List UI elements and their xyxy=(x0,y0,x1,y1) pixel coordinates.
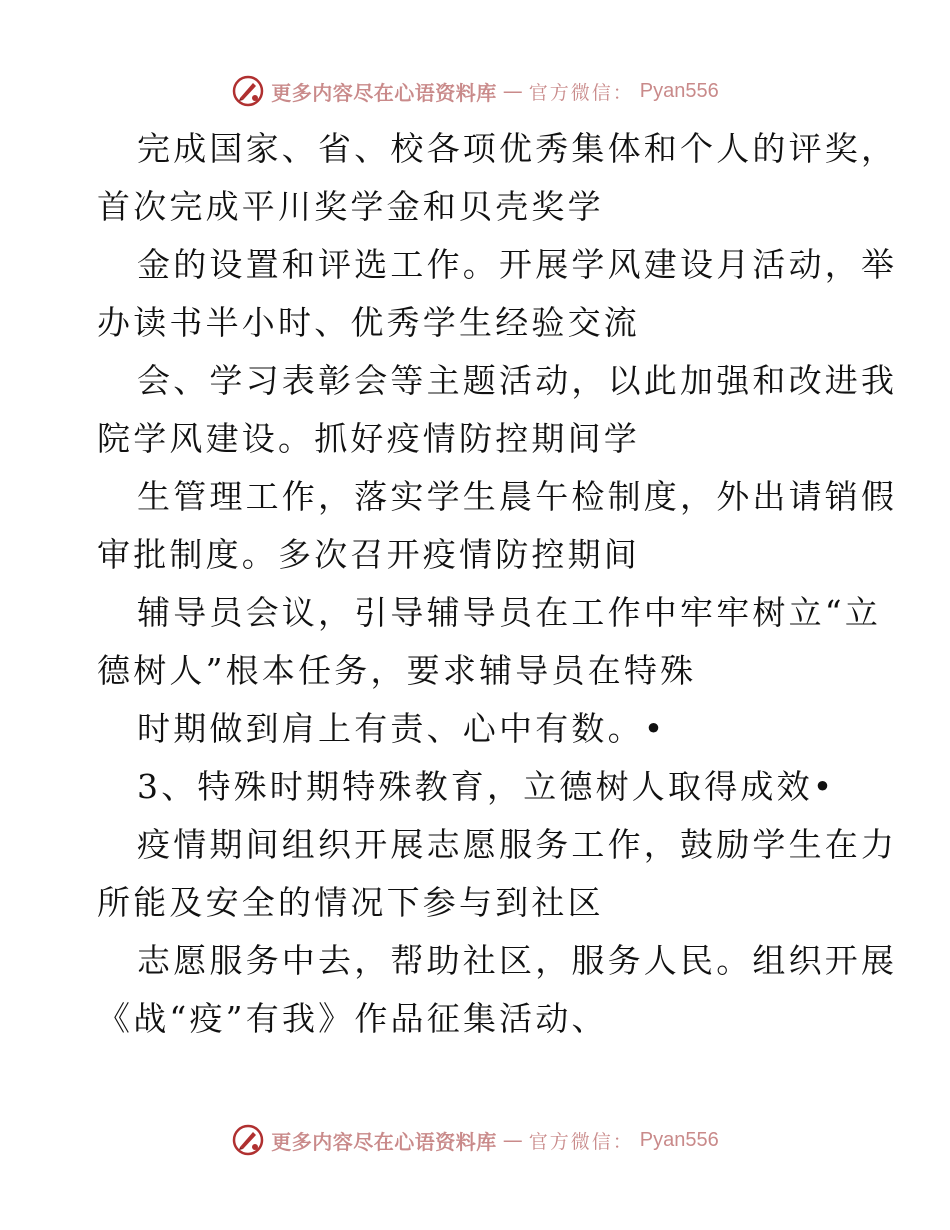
text-line: 德树人”根本任务，要求辅导员在特殊 xyxy=(97,651,697,690)
text-line: 完成国家、省、校各项优秀集体和个人的评奖， xyxy=(137,129,898,168)
text-line: 时期做到肩上有责、心中有数。• xyxy=(137,709,667,748)
watermark-wechat-id: Pyan556 xyxy=(639,1128,719,1151)
text-line: 辅导员会议，引导辅导员在工作中牢牢树立“立 xyxy=(137,593,882,632)
footer-watermark xyxy=(0,1120,950,1160)
quill-logo-icon xyxy=(231,1123,265,1157)
watermark-dash: — xyxy=(502,79,523,103)
text-line: 志愿服务中去，帮助社区，服务人民。组织开展 xyxy=(137,941,898,980)
watermark-title: 更多内容尽在心语资料库 xyxy=(271,80,497,105)
header-watermark xyxy=(0,71,950,111)
text-line: 院学风建设。抓好疫情防控期间学 xyxy=(97,419,640,458)
text-line: 疫情期间组织开展志愿服务工作，鼓励学生在力 xyxy=(137,825,898,864)
watermark-wechat-label: 官方微信： xyxy=(528,81,634,104)
quill-logo-icon xyxy=(231,74,265,108)
watermark-wechat-id: Pyan556 xyxy=(639,79,719,102)
watermark-dash: — xyxy=(502,1128,523,1152)
text-line: 所能及安全的情况下参与到社区 xyxy=(97,883,604,922)
section-heading: 3、特殊时期特殊教育，立德树人取得成效• xyxy=(137,767,836,806)
text-line: 首次完成平川奖学金和贝壳奖学 xyxy=(97,187,604,226)
document-body xyxy=(97,120,898,1048)
text-line: 审批制度。多次召开疫情防控期间 xyxy=(97,535,640,574)
watermark-title: 更多内容尽在心语资料库 xyxy=(271,1129,497,1154)
text-line: 《战“疫”有我》作品征集活动、 xyxy=(97,999,608,1038)
text-line: 会、学习表彰会等主题活动，以此加强和改进我 xyxy=(137,361,898,400)
text-line: 金的设置和评选工作。开展学风建设月活动，举 xyxy=(137,245,898,284)
text-line: 生管理工作，落实学生晨午检制度，外出请销假 xyxy=(137,477,898,516)
text-line: 办读书半小时、优秀学生经验交流 xyxy=(97,303,640,342)
watermark-wechat-label: 官方微信： xyxy=(528,1130,634,1153)
